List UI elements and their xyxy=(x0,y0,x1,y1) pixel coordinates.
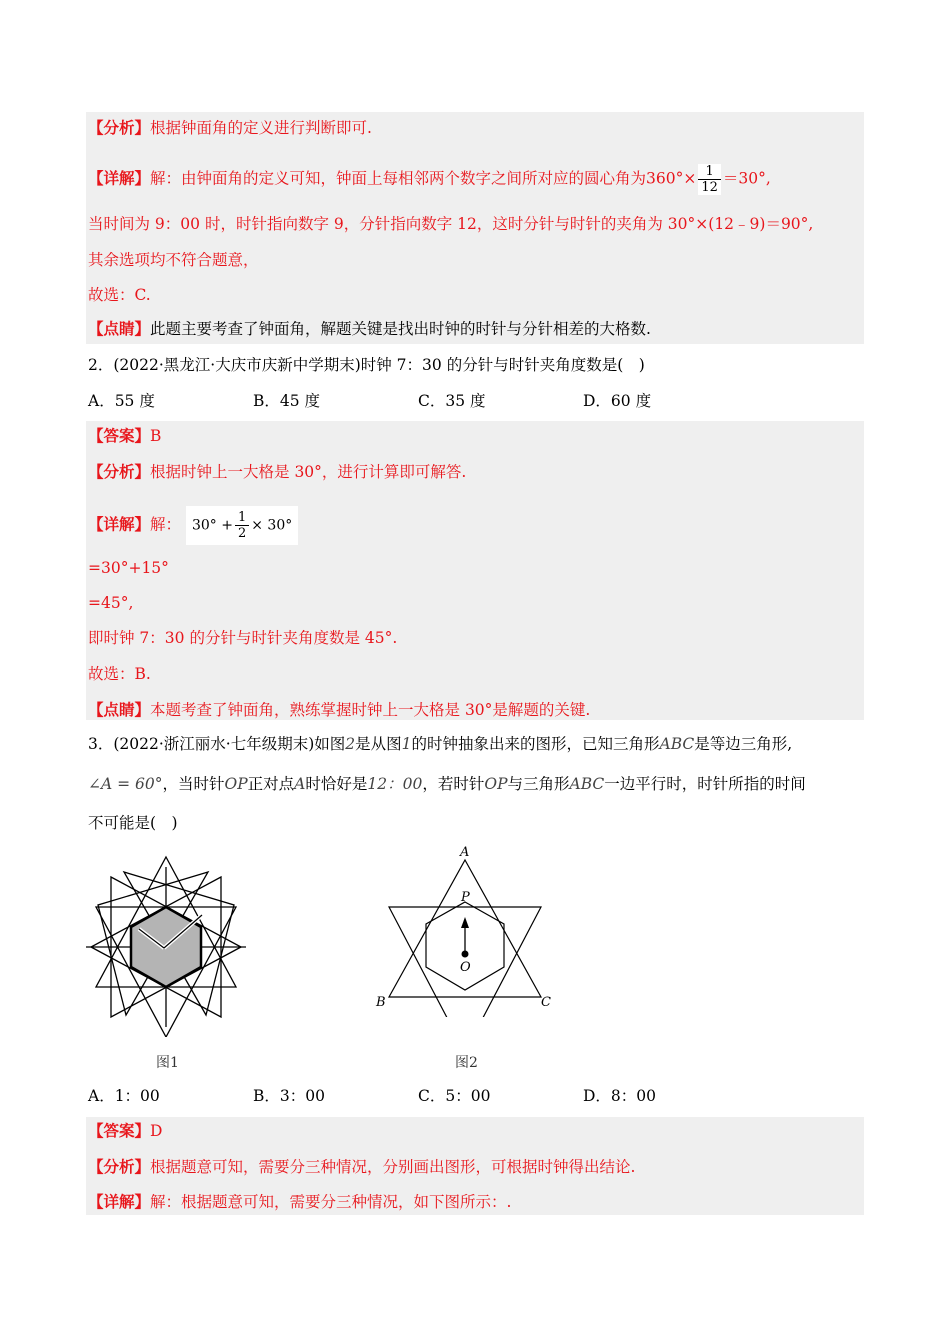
q3-analysis: 【分析】根据题意可知，需要分三种情况，分别画出图形，可根据时钟得出结论. xyxy=(88,1157,636,1176)
q3-answer: 【答案】D xyxy=(88,1121,163,1140)
q2-comment: 【点睛】本题考查了钟面角，熟练掌握时钟上一大格是 30°是解题的关键. xyxy=(88,700,591,719)
q2-step1: =30°+15° xyxy=(88,559,169,577)
q1-line2: 当时间为 9：00 时，时针指向数字 9，分针指向数字 12，这时分针与时针的夹角为 30°×(12﹣9)＝90°, xyxy=(88,215,814,233)
figure-1-caption: 图1 xyxy=(156,1055,179,1071)
q2-math-expression: 30° + $\frac{1}{2}$ × 30° xyxy=(186,506,298,545)
q3-stem-line3: 不可能是( ) xyxy=(88,814,178,832)
q3-stem-line2: ∠A = 60°，当时针OP正对点A时恰好是12：00，若时针OP与三角形ABC一边平行时，时针所指的时间 xyxy=(88,775,806,793)
q2-option-c: C．35 度 xyxy=(418,392,486,410)
q2-option-a: A．55 度 xyxy=(88,392,155,410)
q1-fraction: $\frac{1}{12}$ xyxy=(698,164,721,195)
label-c: C xyxy=(541,995,551,1010)
q1-line3: 其余选项均不符合题意， xyxy=(88,251,259,269)
figure-2-caption: 图2 xyxy=(455,1055,478,1071)
q1-analysis: 【分析】根据钟面角的定义进行判断即可. xyxy=(88,118,372,137)
q2-choice: 故选：B. xyxy=(88,665,151,683)
q3-option-b: B．3：00 xyxy=(253,1087,325,1105)
q2-option-d: D．60 度 xyxy=(583,392,652,410)
q2-detail: 【详解】解： 30° + $\frac{1}{2}$ × 30° xyxy=(88,506,298,545)
label-b: B xyxy=(376,995,386,1010)
q3-detail: 【详解】解：根据题意可知，需要分三种情况，如下图所示：. xyxy=(88,1192,512,1211)
q2-option-b: B．45 度 xyxy=(253,392,321,410)
q3-option-d: D．8：00 xyxy=(583,1087,657,1105)
q2-stem: 2．(2022·黑龙江·大庆市庆新中学期末)时钟 7：30 的分针与时针夹角度数是( ) xyxy=(88,356,645,374)
q3-stem-line1: 3．(2022·浙江丽水·七年级期末)如图2是从图1的时钟抽象出来的图形，已知三角形ABC是等边三角形, xyxy=(88,735,793,753)
label-a: A xyxy=(460,845,470,860)
q2-step3: 即时钟 7：30 的分针与时针夹角度数是 45°. xyxy=(88,629,398,647)
figure-1-clock xyxy=(84,855,248,1037)
q1-comment: 【点睛】此题主要考查了钟面角，解题关键是找出时钟的时针与分针相差的大格数. xyxy=(88,319,651,338)
q3-option-a: A．1：00 xyxy=(88,1087,160,1105)
label-p: P xyxy=(461,890,470,905)
q2-fraction: $\frac{1}{2}$ xyxy=(235,510,249,541)
label-o: O xyxy=(460,960,471,975)
q3-option-c: C．5：00 xyxy=(418,1087,491,1105)
q2-step2: =45°, xyxy=(88,594,134,612)
q2-analysis: 【分析】根据时钟上一大格是 30°，进行计算即可解答. xyxy=(88,462,467,481)
q1-detail: 【详解】解：由钟面角的定义可知，钟面上每相邻两个数字之间所对应的圆心角为360°× $\frac{1}{12}$ ＝30°, xyxy=(88,164,771,195)
q2-answer: 【答案】B xyxy=(88,426,162,445)
figure-2-diagram xyxy=(370,842,560,1017)
q1-choice: 故选：C. xyxy=(88,286,151,304)
